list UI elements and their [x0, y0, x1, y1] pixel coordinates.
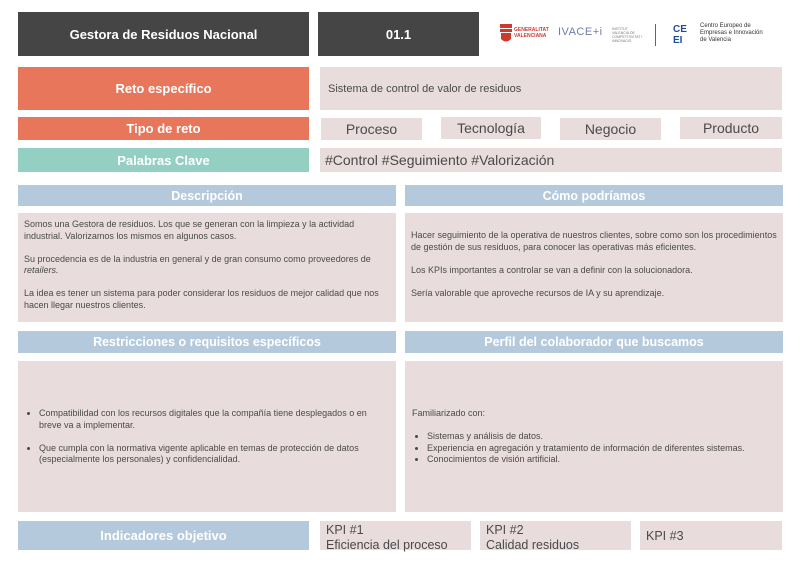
perfil-item: • Conocimientos de visión artificial.	[427, 454, 777, 466]
reto-value	[320, 67, 782, 110]
restricciones-item: • Compatibilidad con los recursos digitales que la compañía tiene desplegados o en breve va a implementar.	[39, 408, 390, 431]
perfil-list	[412, 431, 777, 466]
tipo-option-label: Producto	[702, 120, 760, 136]
logos-bar	[498, 16, 783, 56]
descripcion-title: Descripción	[171, 188, 243, 203]
ceei-mark: CE EI	[673, 24, 687, 46]
kpi-name: Eficiencia del proceso	[326, 538, 448, 552]
tipo-option-label: Tecnología	[457, 120, 525, 136]
ceei-text-line: Empresas e Innovación	[700, 30, 763, 36]
palabras-value	[320, 148, 782, 172]
tipo-option-negocio[interactable]	[560, 118, 661, 140]
tipo-label-text: Tipo de reto	[126, 121, 201, 136]
como-header	[405, 185, 783, 206]
ceei-logo	[673, 22, 783, 52]
palabras-label	[18, 148, 309, 172]
ceei-text-line: de Valencia	[700, 37, 731, 43]
descripcion-body	[18, 213, 396, 322]
como-body	[405, 213, 783, 322]
tipo-option-label: Proceso	[345, 121, 398, 137]
palabras-value-text: #Control #Seguimiento #Valorización	[325, 152, 555, 168]
descripcion-italic: retailers.	[24, 265, 59, 275]
como-title: Cómo podríamos	[542, 188, 646, 203]
ivace-subtitle: INSTITUT VALENCIÀ DE COMPETITIVITAT I INNOVACIÓ	[612, 27, 643, 43]
como-paragraph: Sería valorable que aproveche recursos de IA y su aprendizaje.	[411, 287, 665, 298]
kpi-name: Calidad residuos	[486, 538, 580, 552]
perfil-item: • Experiencia en agregación y tratamiento de información de diferentes sistemas.	[427, 443, 777, 455]
kpi-id: KPI #1	[326, 523, 364, 537]
ivace-logo	[558, 24, 643, 48]
restricciones-header	[18, 331, 396, 353]
indicadores-label-text: Indicadores objetivo	[100, 528, 227, 543]
kpi-id: KPI #3	[646, 529, 684, 543]
kpi-card-2	[480, 521, 631, 550]
organization-title	[18, 12, 309, 56]
restricciones-item: • Que cumpla con la normativa vigente aplicable en temas de protección de datos (especialmente los personales) y confidencialidad.	[39, 443, 390, 466]
tipo-label	[18, 117, 309, 140]
organization-name: Gestora de Residuos Nacional	[69, 26, 258, 42]
reto-label	[18, 67, 309, 110]
como-paragraph: Hacer seguimiento de la operativa de nuestros clientes, sobre como son los procedimientos de gestión de sus residuos, para conocer las operativas más eficientes.	[411, 230, 777, 252]
kpi-card-1	[320, 521, 471, 550]
perfil-header	[405, 331, 783, 353]
tipo-option-proceso[interactable]	[321, 118, 422, 140]
palabras-label-text: Palabras Clave	[117, 152, 210, 168]
restricciones-title: Restricciones o requisitos específicos	[93, 335, 321, 349]
kpi-card-3	[640, 521, 782, 550]
como-paragraph: Los KPIs importantes a controlar se van a definir con la solucionadora.	[411, 264, 693, 275]
tipo-option-producto[interactable]	[680, 117, 782, 139]
ceei-text-line: Centro Europeo de	[700, 23, 751, 29]
reto-label-text: Reto específico	[115, 81, 212, 96]
perfil-intro: Familiarizado con:	[412, 408, 486, 418]
perfil-body	[405, 361, 783, 512]
restricciones-list	[24, 408, 390, 466]
kpi-id: KPI #2	[486, 523, 524, 537]
generalitat-emblem-icon	[500, 24, 512, 44]
tipo-option-label: Negocio	[584, 121, 637, 137]
challenge-code-label: 01.1	[385, 26, 412, 42]
descripcion-header	[18, 185, 396, 206]
descripcion-paragraph	[24, 254, 390, 277]
ivace-wordmark: IVACE+i	[558, 26, 603, 38]
restricciones-body	[18, 361, 396, 512]
tipo-option-tecnologia[interactable]	[441, 117, 541, 139]
generalitat-name: GENERALITAT VALENCIANA	[514, 27, 549, 39]
reto-value-text: Sistema de control de valor de residuos	[328, 82, 522, 95]
challenge-code	[318, 12, 479, 56]
perfil-item: • Sistemas y análisis de datos.	[427, 431, 777, 443]
logo-divider	[655, 24, 656, 46]
descripcion-paragraph: Somos una Gestora de residuos. Los que se generan con la limpieza y la actividad industrial. Valorizamos los mismos en algunos casos.	[24, 219, 355, 241]
descripcion-paragraph: La idea es tener un sistema para poder considerar los residuos de mejor calidad que nos hacen llegar nuestros clientes.	[24, 288, 379, 310]
generalitat-logo	[498, 22, 553, 48]
indicadores-label	[18, 521, 309, 550]
perfil-title: Perfil del colaborador que buscamos	[484, 335, 704, 349]
ceei-text	[700, 23, 763, 44]
descripcion-paragraph-text: Su procedencia es de la industria en general y de gran consumo como proveedores de	[24, 253, 371, 264]
